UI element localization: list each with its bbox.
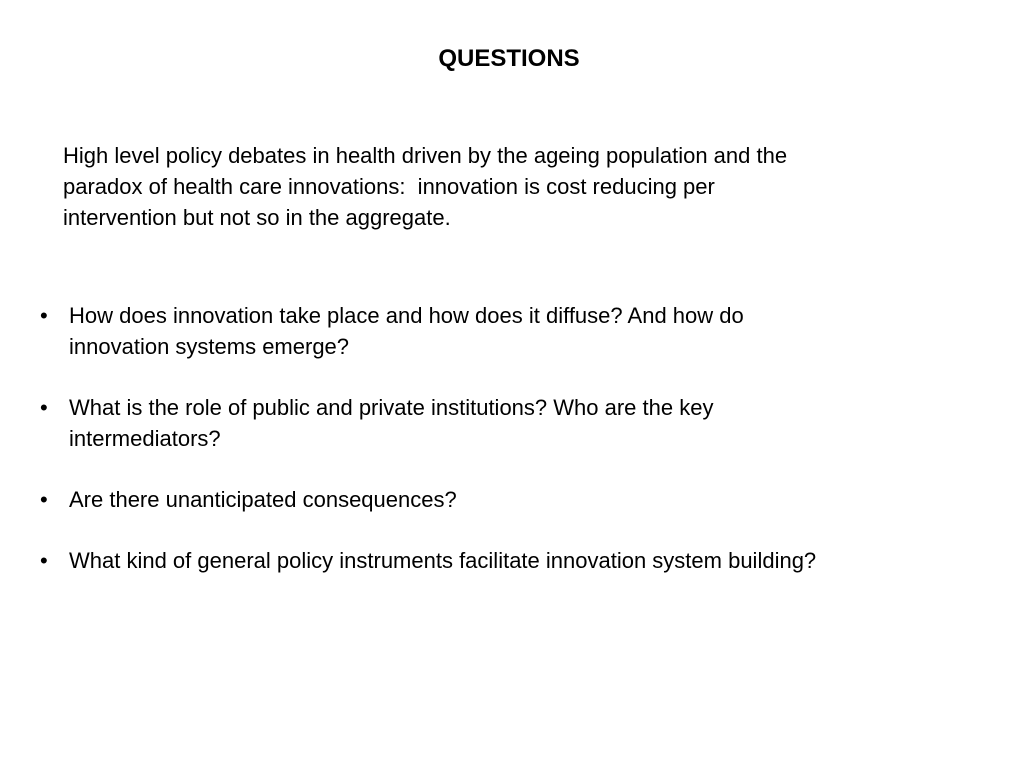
bullet-icon: • bbox=[40, 548, 48, 573]
question-item bbox=[0, 300, 1000, 362]
bullet-icon: • bbox=[40, 487, 48, 512]
question-line: How does innovation take place and how does it diffuse? And how do bbox=[69, 303, 744, 328]
question-line: What kind of general policy instruments facilitate innovation system building? bbox=[69, 548, 817, 573]
intro-line: paradox of health care innovations: innovation is cost reducing per bbox=[63, 174, 715, 199]
intro-line: High level policy debates in health driven by the ageing population and the bbox=[63, 143, 788, 168]
question-line: innovation systems emerge? bbox=[69, 334, 350, 359]
slide-title: QUESTIONS bbox=[438, 45, 580, 72]
question-item bbox=[0, 484, 1000, 515]
question-list bbox=[0, 300, 1000, 606]
question-item bbox=[0, 392, 1000, 454]
question-item bbox=[0, 545, 1000, 576]
question-line: Are there unanticipated consequences? bbox=[69, 487, 457, 512]
bullet-icon: • bbox=[40, 303, 48, 328]
bullet-icon: • bbox=[40, 395, 48, 420]
question-line: intermediators? bbox=[69, 426, 221, 451]
question-line: What is the role of public and private institutions? Who are the key bbox=[69, 395, 714, 420]
intro-paragraph bbox=[63, 140, 963, 233]
intro-line: intervention but not so in the aggregate. bbox=[63, 205, 451, 230]
